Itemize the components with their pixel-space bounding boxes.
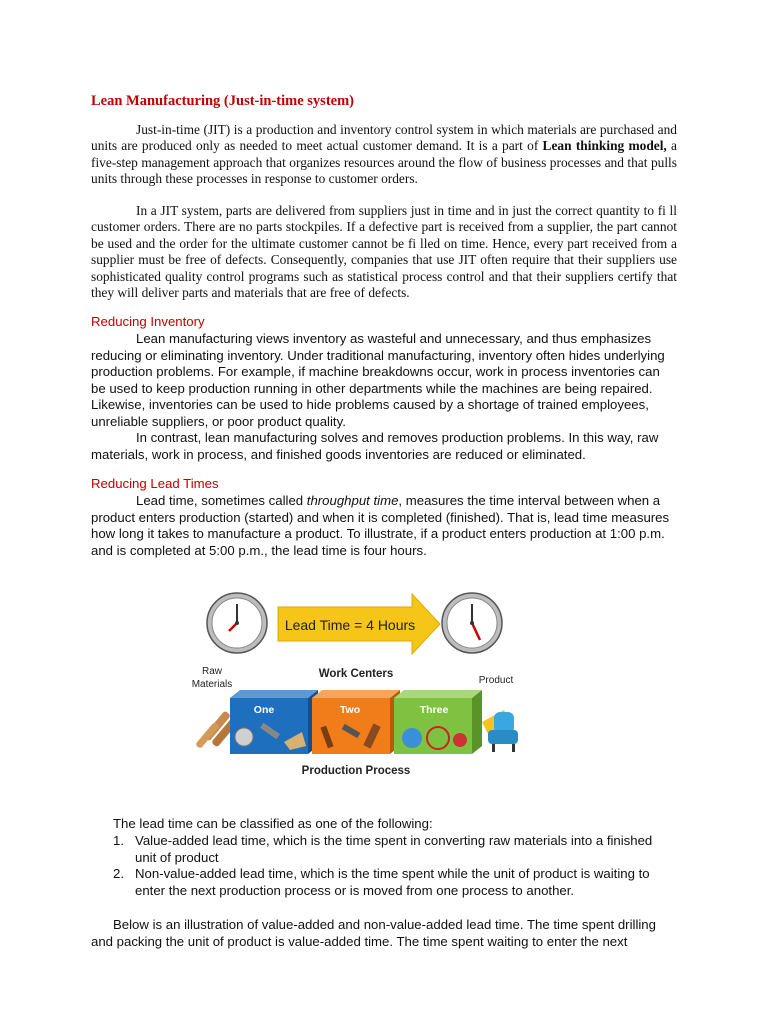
raw-label-line-1: Raw: [201, 666, 223, 677]
lead-time-text-continued: , measures the time interval between when a product enters production (started) and when it is completed (finished). That is, lead time measures how long it takes to manufacture a product. To illustrate, if a product enters production at 1:00 p.m. and is completed at 5:00 p.m., the lead time is four hours.: [91, 493, 670, 558]
list-number: 2.: [113, 866, 124, 882]
intro-paragraph-1: [91, 122, 677, 188]
classification-intro: The lead time can be classified as one of the following:: [113, 816, 433, 831]
work-center-three: [394, 690, 482, 754]
start-clock-icon: [207, 593, 267, 653]
center-three-label: Three: [419, 704, 449, 716]
lead-time-paragraph: [91, 493, 677, 559]
reducing-lead-times-heading: Reducing Lead Times: [91, 476, 219, 491]
work-center-two: [312, 690, 400, 754]
intro-text: Just-in-time (JIT) is a production and inventory control system in which materials are purchased and units are produced only as needed to meet actual customer demand. It is a part of: [91, 122, 677, 154]
list-item: [91, 866, 677, 899]
lead-time-arrow: [278, 594, 440, 654]
arrow-label: Lead Time = 4 Hours: [284, 617, 416, 633]
end-clock-icon: [442, 593, 502, 653]
lean-thinking-term: Lean thinking model,: [542, 138, 667, 154]
reducing-inventory-heading: Reducing Inventory: [91, 314, 205, 329]
raw-label-line-2: Materials: [191, 679, 233, 690]
center-one-label: One: [253, 704, 275, 716]
page-title: Lean Manufacturing (Just-in-time system): [91, 93, 354, 109]
intro-paragraph-2: In a JIT system, parts are delivered from suppliers just in time and in just the correct quantity to fi ll customer orders. There are no parts stockpiles. If a defective part is received from a supplier, the part cannot be used and the order for the ultimate customer cannot be fi lled on time. Hence, every part received from a supplier must be free of defects. Consequently, companies that use JIT often require that their suppliers use sophisticated quality control programs such as statistical process control and that their suppliers certify that they will deliver parts and materials that are free of defects.: [91, 203, 677, 301]
lead-time-text: Lead time, sometimes called: [136, 493, 307, 508]
closing-paragraph: Below is an illustration of value-added and non-value-added lead time. The time spent drilling and packing the unit of product is value-added time. The time spent waiting to enter the next: [91, 917, 656, 949]
inventory-paragraph-1: Lean manufacturing views inventory as wasteful and unnecessary, and thus emphasizes reducing or eliminating inventory. Under traditional manufacturing, inventory often hides underlying production problems. For example, if machine breakdowns occur, work in process inventories can be used to keep production running in other departments while the machines are being repaired. Likewise, inventories can be used to hide problems caused by a shortage of trained employees, unreliable suppliers, or poor product quality.: [91, 331, 665, 429]
throughput-time-term: throughput time: [306, 493, 399, 508]
list-number: 1.: [113, 833, 124, 848]
lead-time-classification-list: [91, 833, 677, 899]
lead-time-figure: [182, 582, 536, 782]
work-centers-label: Work Centers: [318, 668, 394, 680]
list-item: [91, 833, 677, 866]
list-text: Non-value-added lead time, which is the time spent while the unit of product is waiting to enter the next production process or is moved from one process to another.: [135, 866, 650, 898]
intro-text-continued: a five-step management approach that organizes resources around the flow of business processes and that pulls units through these processes in response to customer orders.: [91, 138, 678, 187]
product-label: Product: [478, 675, 514, 686]
production-process-label: Production Process: [301, 765, 411, 777]
center-two-label: Two: [339, 704, 361, 716]
work-center-one: [230, 690, 318, 754]
product-chair-icon: [482, 710, 518, 752]
list-text: Value-added lead time, which is the time spent in converting raw materials into a finished unit of product: [135, 833, 653, 865]
inventory-paragraph-2: In contrast, lean manufacturing solves and removes production problems. In this way, raw materials, work in process, and finished goods inventories are reduced or eliminated.: [91, 430, 659, 462]
